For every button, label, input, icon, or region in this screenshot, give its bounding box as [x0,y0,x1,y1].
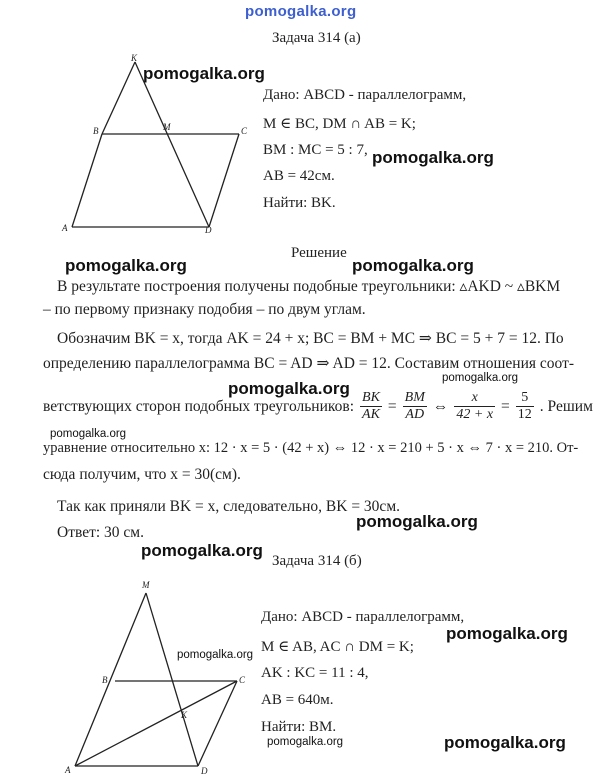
segment-kd [135,62,209,227]
figure-b [55,578,255,778]
label-k: K [181,710,188,720]
watermark[interactable]: pomogalka.org [444,733,566,752]
label-m: M [142,580,150,590]
problem-b-title: Задача 314 (б) [272,553,362,569]
side-cd [209,134,239,227]
given-a-line-4: AB = 42см. [263,168,335,184]
solution-p2-line5: сюда получим, что x = 30(см). [43,466,241,483]
label-k: K [131,53,138,63]
watermark[interactable]: pomogalka.org [372,148,494,167]
segment-bk [102,62,135,134]
diagonal-ac [75,681,237,766]
given-b-line-4: AB = 640м. [261,692,334,708]
label-a: A [62,223,68,233]
watermark-small[interactable]: pomogalka.org [442,372,519,384]
label-c: C [241,126,248,136]
solution-heading: Решение [291,245,347,261]
label-b: B [102,675,108,685]
given-a-line-3: BM : MC = 5 : 7, [263,142,368,158]
fraction-bk-ak: $\frac{BK}{AK}$ [362,390,380,422]
label-a: A [65,765,71,775]
label-d: D [205,225,212,235]
problem-a-title: Задача 314 (а) [272,30,361,46]
side-cd [198,681,237,766]
given-b-line-5: Найти: BM. [261,719,337,735]
solution-p2-line3: ветствующих сторон подобных треугольников: $\frac{BK}{AK}$ = $\frac{BM}{AD}$ ⇔ $\frac{x}{42 + x}$ = $\frac{5}{12}$ . Решим [43,390,593,422]
given-b-line-2: M ∈ AB, AC ∩ DM = K; [261,639,414,655]
watermark[interactable]: pomogalka.org [141,541,263,560]
segment-ma [75,593,146,766]
given-b-line-1: Дано: ABCD - параллелограмм, [261,609,465,625]
proportion-intro: ветствующих сторон подобных треугольников: [43,397,355,415]
solution-p1-line2: – по первому признаку подобия – по двум углам. [43,301,366,318]
segment-md [146,593,198,766]
given-b-line-3: AK : KC = 11 : 4, [261,665,369,681]
label-m: M [163,122,171,132]
answer: Ответ: 30 см. [57,524,144,541]
watermark-small[interactable]: pomogalka.org [267,736,344,748]
label-c: C [239,675,246,685]
given-a-line-1: Дано: ABCD - параллелограмм, [263,87,467,103]
fraction-x-42x: $\frac{x}{42 + x}$ [456,390,494,422]
given-a-line-5: Найти: BK. [263,195,336,211]
fraction-bm-ad: $\frac{BM}{AD}$ [404,390,425,422]
watermark[interactable]: pomogalka.org [352,256,474,275]
proportion-outro: . Решим [539,397,593,415]
watermark[interactable]: pomogalka.org [228,379,350,398]
solution-p2-line4: уравнение относительно x: 12 · x = 5 · (42 + x) ⇔ 12 · x = 210 + 5 · x ⇔ 7 · x = 210. От- [43,440,579,456]
watermark[interactable]: pomogalka.org [143,64,265,83]
label-b: B [93,126,99,136]
watermark-small[interactable]: pomogalka.org [50,428,127,440]
watermark[interactable]: pomogalka.org [446,624,568,643]
top-watermark[interactable]: pomogalka.org [245,3,357,20]
solution-p2-line2: определению параллелограмма BC = AD ⇒ AD = 12. Составим отношения соот- [43,355,575,372]
watermark[interactable]: pomogalka.org [356,512,478,531]
watermark[interactable]: pomogalka.org [65,256,187,275]
watermark-small[interactable]: pomogalka.org [177,649,254,661]
side-ab [72,134,102,227]
given-a-line-2: M ∈ BC, DM ∩ AB = K; [263,116,416,132]
solution-p3: Так как приняли BK = x, следовательно, BK = 30см. [57,498,400,515]
solution-p2-line1: Обозначим BK = x, тогда AK = 24 + x; BC = BM + MC ⇒ BC = 5 + 7 = 12. По [57,330,564,347]
label-d: D [201,766,208,776]
fraction-5-12: $\frac{5}{12}$ [517,390,532,422]
solution-p1-line1: В результате построения получены подобные треугольники: ▵AKD ~ ▵BKM [57,278,561,295]
